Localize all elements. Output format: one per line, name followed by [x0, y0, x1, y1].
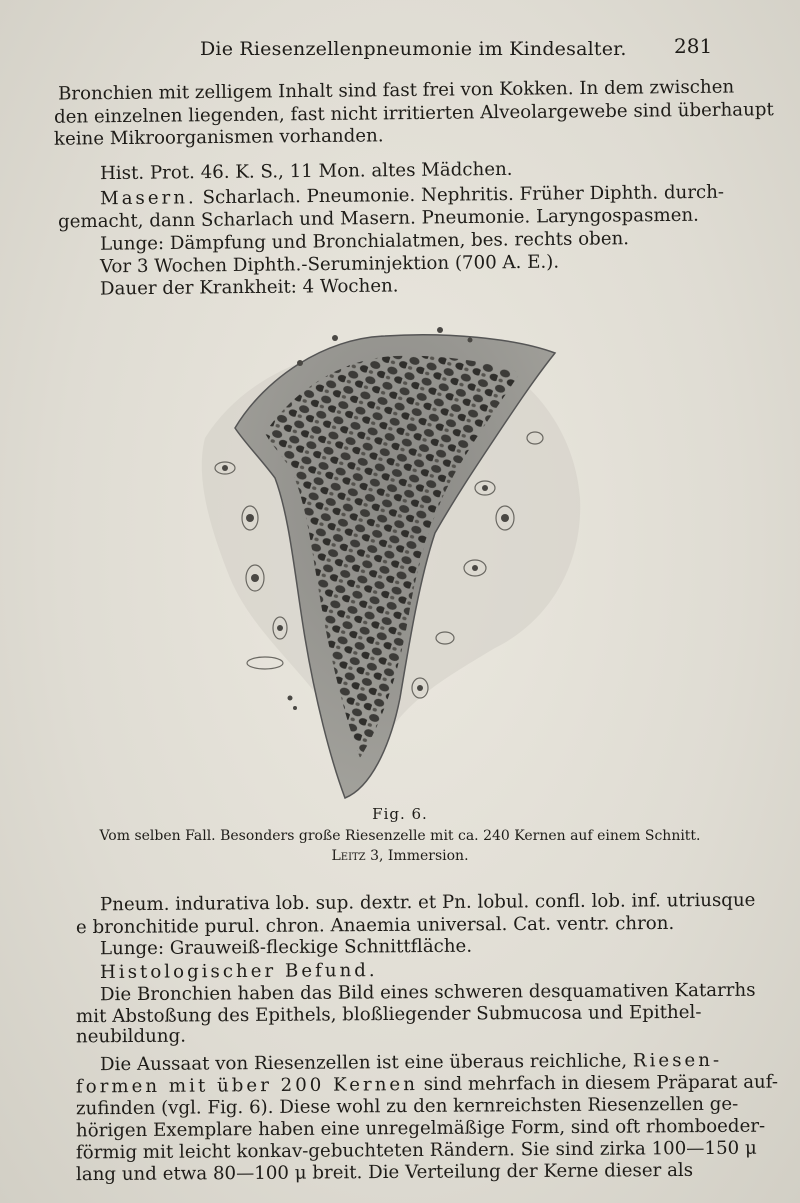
case-protocol: Hist. Prot. 46. K. S., 11 Mon. altes Mädchen. — [99, 158, 513, 185]
histo-line-3: neubildung. — [75, 1025, 187, 1048]
aussaat-line-6: lang und etwa 80—100 μ breit. Die Verteilung der Kerne dieser als — [75, 1159, 694, 1186]
diagnosis-line-2: e bronchitide purul. chron. Anaemia universal. Cat. ventr. chron. — [75, 912, 675, 939]
intro-line-1: Bronchien mit zelligem Inhalt sind fast frei von Kokken. In dem zwischen — [57, 76, 735, 105]
masern-label: Masern. — [99, 187, 197, 210]
figure-caption-line-1: Vom selben Fall. Besonders große Riesenzelle mit ca. 240 Kernen auf einem Schnitt. — [99, 828, 701, 844]
aussaat-line-2-text: sind mehrfach in diesem Präparat auf- — [423, 1071, 779, 1096]
histo-heading: Histologischer Befund. — [99, 960, 378, 983]
case-lunge: Lunge: Dämpfung und Bronchialatmen, bes. rechts oben. — [99, 228, 630, 255]
diagnosis-line-1: Pneum. indurativa lob. sup. dextr. et Pn. lobul. confl. lob. inf. utriusque — [99, 889, 756, 916]
caption-immersion: 3, Immersion. — [370, 848, 469, 864]
diagnosis-line-3: Lunge: Grauweiß-fleckige Schnittfläche. — [99, 935, 473, 960]
aussaat-line-4: hörigen Exemplare haben eine unregelmäßige Form, sind oft rhomboeder- — [75, 1115, 766, 1142]
aussaat-line-3: zufinden (vgl. Fig. 6). Diese wohl zu den kernreichsten Riesenzellen ge- — [75, 1093, 739, 1120]
intro-line-3: keine Mikroorganismen vorhanden. — [53, 125, 384, 150]
histo-line-1: Die Bronchien haben das Bild eines schweren desquamativen Katarrhs — [99, 979, 756, 1006]
aussaat-line-1 — [100, 1051, 722, 1075]
figure-label: Fig. 6. — [372, 805, 428, 823]
aussaat-line-1-spaced: Riesen- — [632, 1049, 723, 1072]
case-dauer: Dauer der Krankheit: 4 Wochen. — [99, 275, 399, 300]
giant-cell-illustration — [195, 318, 585, 804]
intro-line-2: den einzelnen liegenden, fast nicht irritierten Alveolargewebe sind überhaupt — [53, 99, 774, 128]
aussaat-line-1-text: Die Aussaat von Riesenzellen ist eine überaus reichliche, — [99, 1050, 628, 1076]
figure-caption-line-2 — [0, 848, 800, 864]
running-head: Die Riesenzellenpneumonie im Kindesalter. — [200, 38, 627, 60]
case-vor: Vor 3 Wochen Diphth.-Seruminjektion (700 A. E.). — [99, 251, 560, 278]
aussaat-line-2-spaced: formen mit über 200 Kernen — [75, 1074, 418, 1098]
aussaat-line-5: förmig mit leicht konkav-gebuchteten Rändern. Sie sind zirka 100—150 μ — [75, 1137, 757, 1164]
case-masern-cont: gemacht, dann Scharlach und Masern. Pneumonie. Laryngospasmen. — [57, 204, 700, 233]
page-number: 281 — [674, 34, 713, 58]
masern-text: Scharlach. Pneumonie. Nephritis. Früher Diphth. durch- — [202, 181, 725, 209]
caption-leitz: Leitz — [331, 848, 366, 864]
histo-line-2: mit Abstoßung des Epithels, bloßliegender Submucosa und Epithel- — [75, 1001, 702, 1028]
